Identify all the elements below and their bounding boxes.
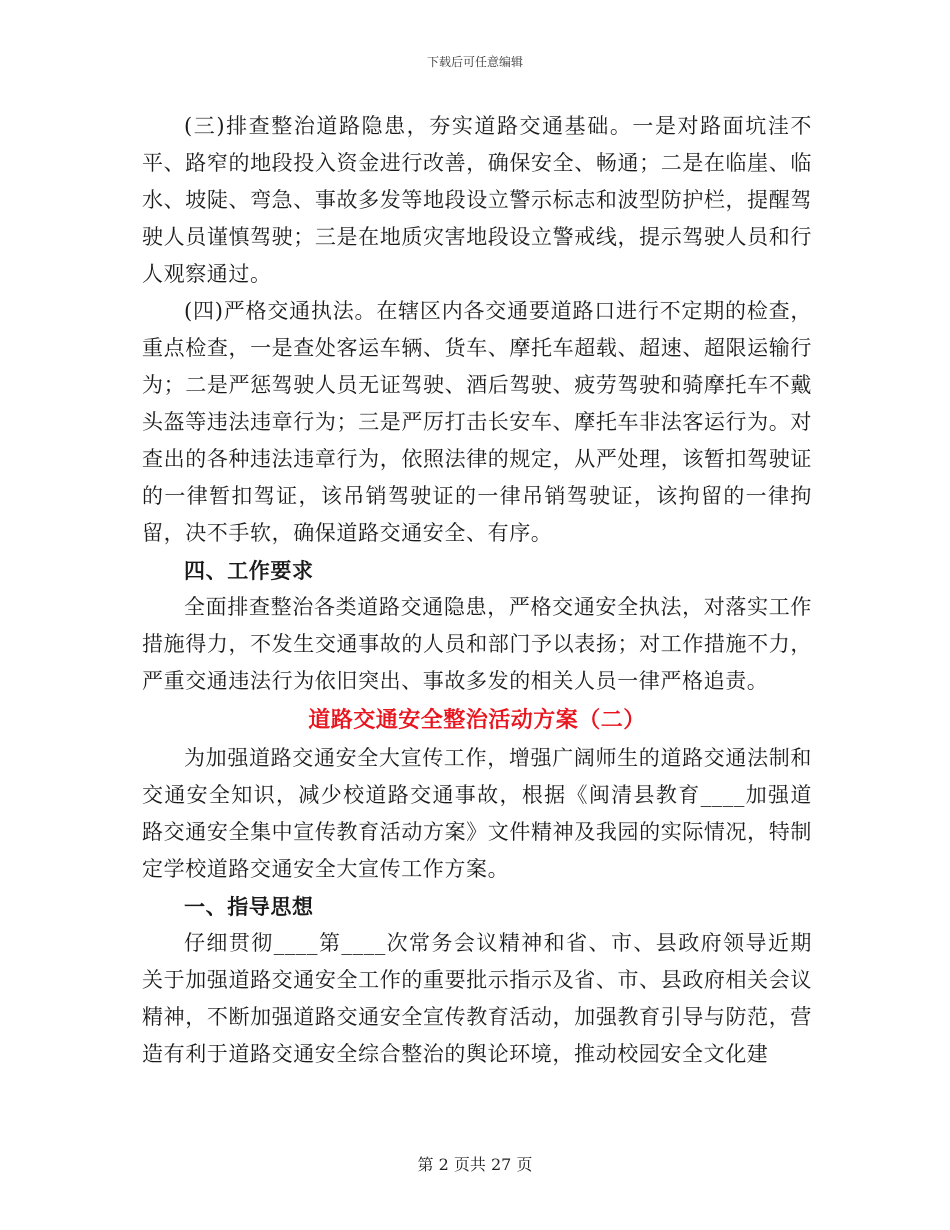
document-title: 道路交通安全整治活动方案（二） — [308, 707, 646, 733]
section-heading-guiding-ideology: 一、指导思想 — [184, 894, 314, 919]
document-body — [142, 108, 812, 1073]
page-number: 第 2 页共 27 页 — [417, 1155, 533, 1174]
paragraph-guiding-ideology: 仔细贯彻____第____次常务会议精神和省、市、县政府领导近期关于加强道路交通安全工作的重要批示指示及省、市、县政府相关会议精神，不断加强道路交通安全宣传教育活动，加强教育引导与防范，营造有利于道路交通安全综合整治的舆论环境，推动校园安全文化建 — [142, 931, 812, 1066]
paragraph-traffic-enforcement: (四)严格交通执法。在辖区内各交通要道路口进行不定期的检查，重点检查，一是查处客运车辆、货车、摩托车超载、超速、超限运输行为；二是严惩驾驶人员无证驾驶、酒后驾驶、疲劳驾驶和骑摩托车不戴头盔等违法违章行为；三是严厉打击长安车、摩托车非法客运行为。对查出的各种违法违章行为，依照法律的规定，从严处理，该暂扣驾驶证的一律暂扣驾证，该吊销驾驶证的一律吊销驾驶证，该拘留的一律拘留，决不手软，确保道路交通安全、有序。 — [142, 299, 812, 545]
page-header-note: 下载后可任意编辑 — [426, 55, 523, 69]
section-heading-work-requirements: 四、工作要求 — [184, 558, 314, 583]
paragraph-introduction: 为加强道路交通安全大宣传工作，增强广阔师生的道路交通法制和交通安全知识，减少校道路交通事故，根据《闽清县教育____加强道路交通安全集中宣传教育活动方案》文件精神及我园的实际情况，特制定学校道路交通安全大宣传工作方案。 — [142, 746, 812, 881]
paragraph-road-hazards: (三)排查整治道路隐患，夯实道路交通基础。一是对路面坑洼不平、路窄的地段投入资金进行改善，确保安全、畅通；二是在临崖、临水、坡陡、弯急、事故多发等地段设立警示标志和波型防护栏，提醒驾驶人员谨慎驾驶；三是在地质灾害地段设立警戒线，提示驾驶人员和行人观察通过。 — [142, 114, 812, 286]
paragraph-work-requirements: 全面排查整治各类道路交通隐患，严格交通安全执法，对落实工作措施得力，不发生交通事故的人员和部门予以表扬；对工作措施不力，严重交通违法行为依旧突出、事故多发的相关人员一律严格追责。 — [142, 595, 812, 693]
